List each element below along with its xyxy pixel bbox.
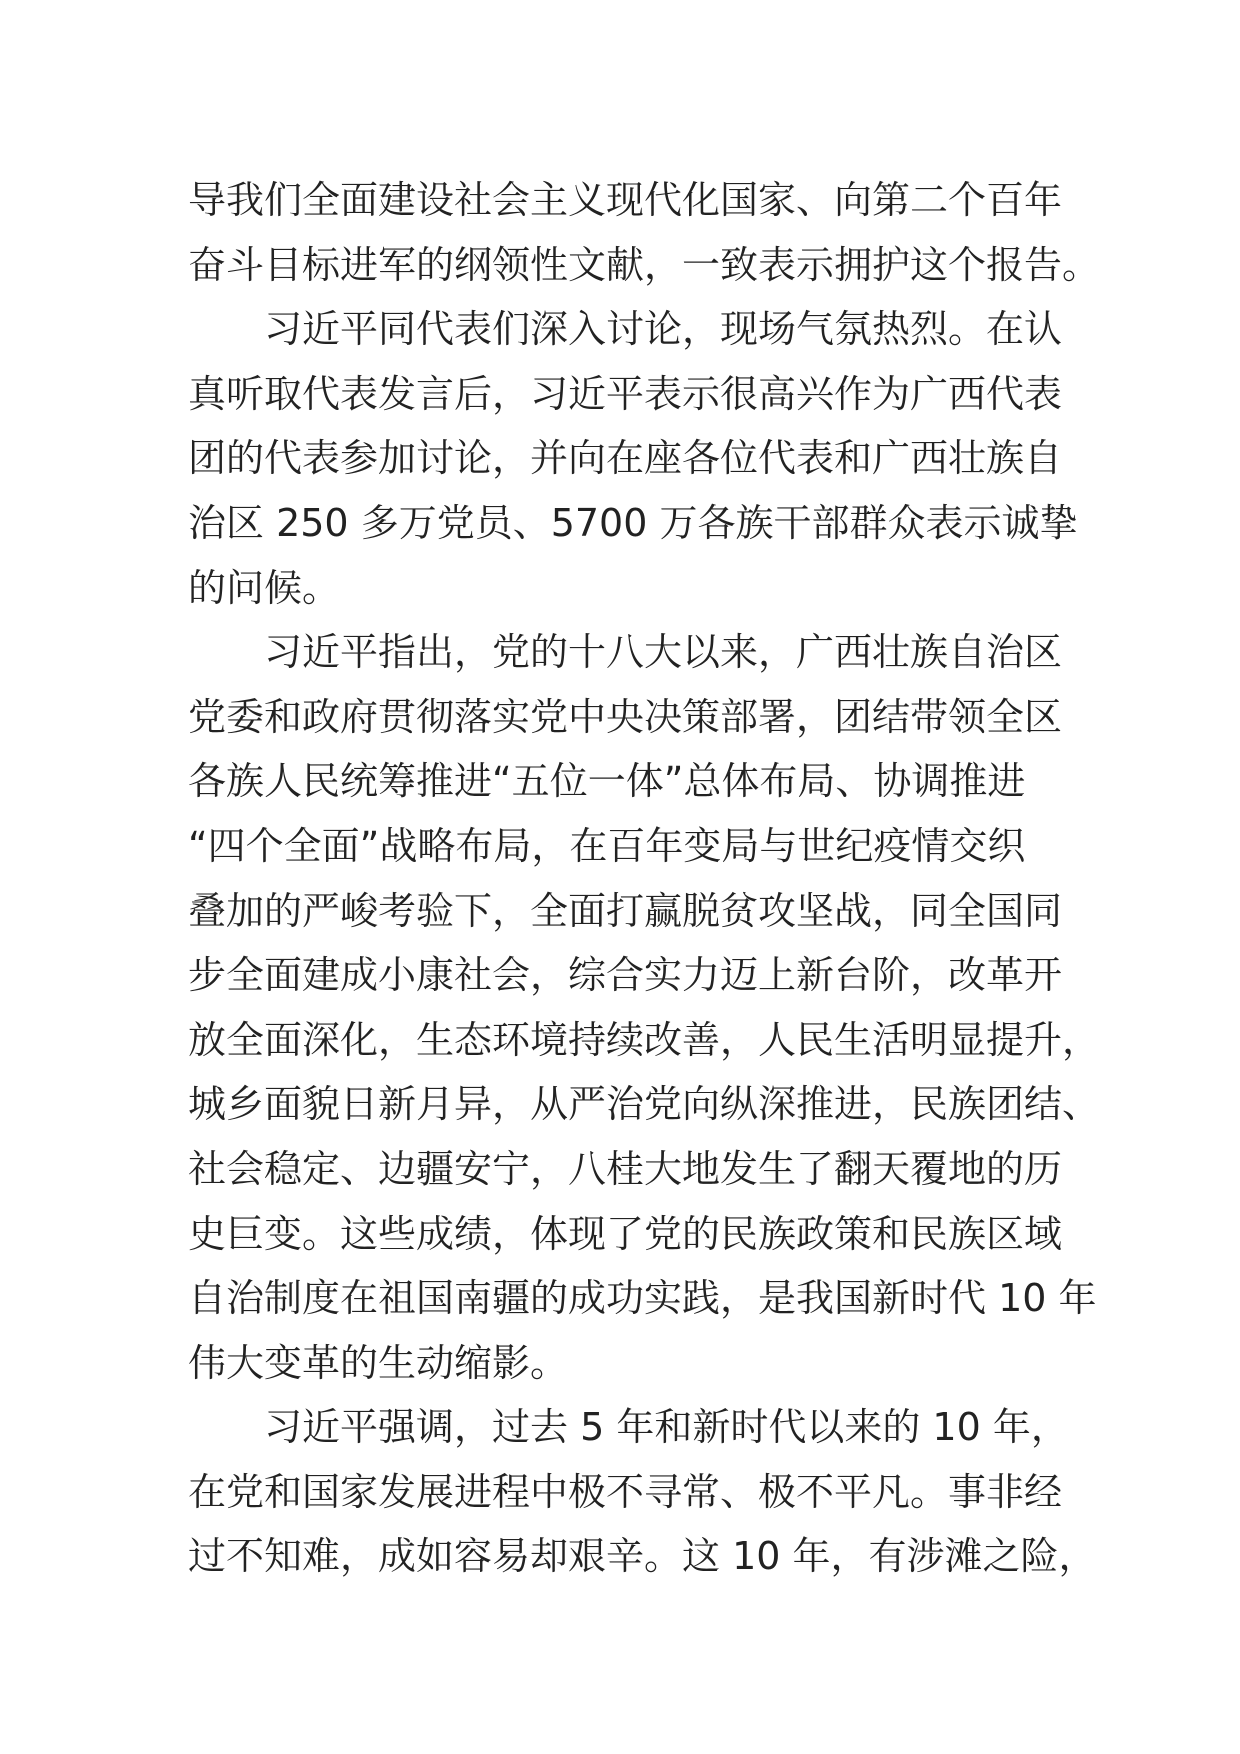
text-line: 真听取代表发言后，习近平表示很高兴作为广西代表: [188, 371, 1063, 416]
text-line: 奋斗目标进军的纲领性文献，一致表示拥护这个报告。: [188, 242, 1101, 287]
text-line: 社会稳定、边疆安宁，八桂大地发生了翻天覆地的历: [188, 1146, 1063, 1191]
text-line: 治区 250 多万党员、5700 万各族干部群众表示诚挚: [188, 500, 1078, 545]
text-line: 放全面深化，生态环境持续改善，人民生活明显提升，: [188, 1017, 1101, 1062]
text-line: 步全面建成小康社会，综合实力迈上新台阶，改革开: [188, 953, 1063, 998]
text-line: 团的代表参加讨论，并向在座各位代表和广西壮族自: [188, 436, 1063, 481]
text-line: 各族人民统筹推进“五位一体”总体布局、协调推进: [188, 759, 1026, 804]
text-line: 叠加的严峻考验下，全面打赢脱贫攻坚战，同全国同: [188, 888, 1063, 933]
text-line: 在党和国家发展进程中极不寻常、极不平凡。事非经: [188, 1469, 1063, 1514]
text-line: 城乡面貌日新月异，从严治党向纵深推进，民族团结、: [188, 1082, 1101, 1127]
text-line: 党委和政府贯彻落实党中央决策部署，团结带领全区: [188, 694, 1063, 739]
text-line: 的问候。: [188, 565, 341, 610]
paragraph-start-line: 习近平同代表们深入讨论，现场气氛热烈。在认: [264, 307, 1063, 352]
paragraph-start-line: 习近平强调，过去 5 年和新时代以来的 10 年，: [264, 1405, 1069, 1450]
body-text: [188, 168, 1101, 1589]
text-line: 自治制度在祖国南疆的成功实践，是我国新时代 10 年: [188, 1276, 1097, 1321]
text-line: 导我们全面建设社会主义现代化国家、向第二个百年: [188, 178, 1063, 222]
text-line: 过不知难，成如容易却艰辛。这 10 年，有涉滩之险，: [188, 1534, 1097, 1579]
text-line: 伟大变革的生动缩影。: [188, 1340, 569, 1385]
text-line: “四个全面”战略布局，在百年变局与世纪疫情交织: [188, 823, 1026, 868]
text-line: 史巨变。这些成绩，体现了党的民族政策和民族区域: [188, 1211, 1063, 1256]
paragraph-start-line: 习近平指出，党的十八大以来，广西壮族自治区: [264, 630, 1063, 675]
